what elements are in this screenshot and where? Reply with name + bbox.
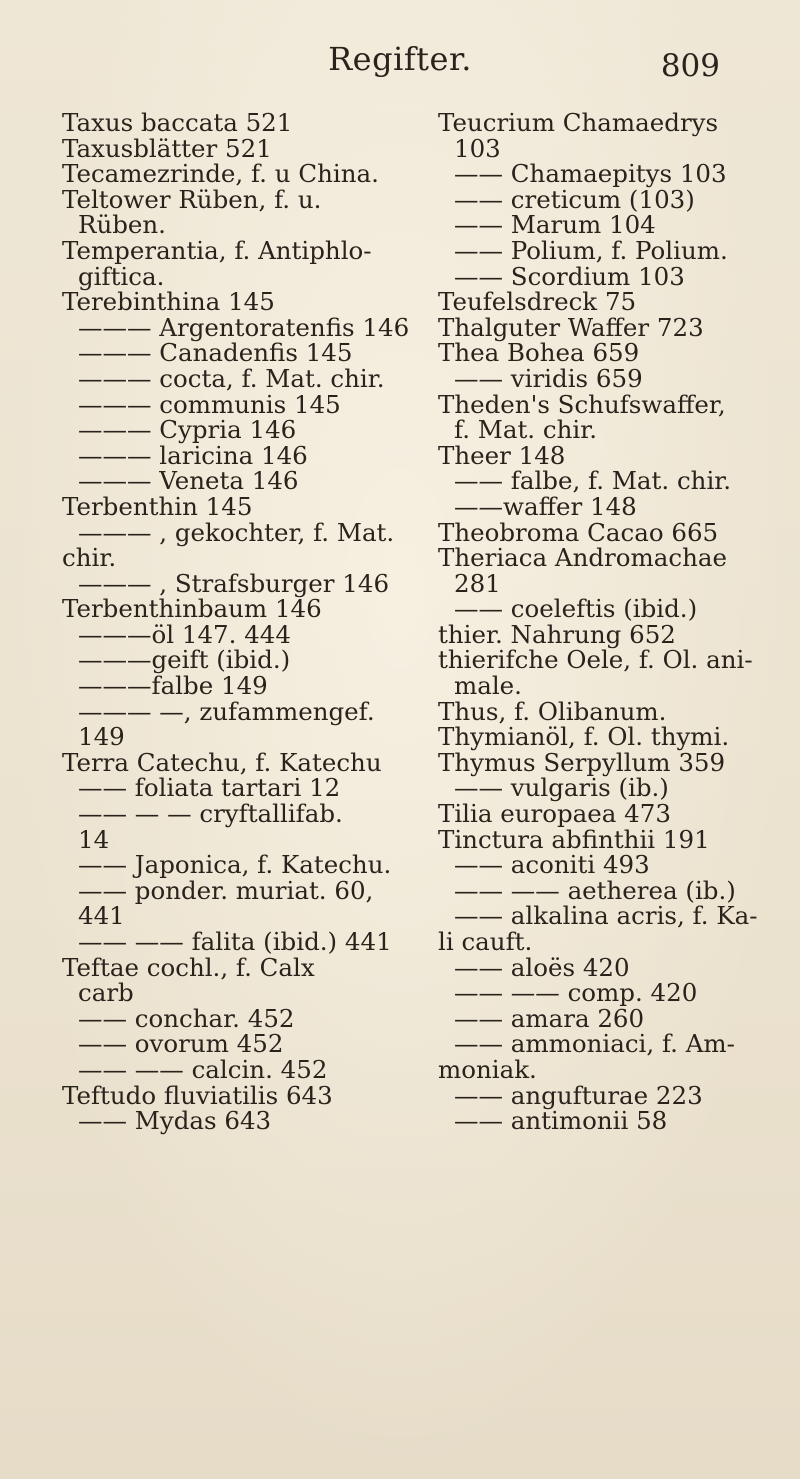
index-entry: Thus, f. Olibanum. <box>438 696 667 726</box>
index-entry: ———geift (ibid.) <box>78 645 291 675</box>
index-entry: Thymus Serpyllum 359 <box>438 747 726 777</box>
index-entry: Terbenthinbaum 146 <box>62 594 322 624</box>
index-entry: Taxus baccata 521 <box>62 108 293 137</box>
index-entry: ——— , Strafsburger 146 <box>78 568 390 598</box>
index-entry: 149 <box>78 722 125 752</box>
index-entry: Tilia europaea 473 <box>438 799 671 829</box>
index-entry: moniak. <box>438 1054 537 1084</box>
index-entry: Teucrium Chamaedrys <box>438 108 719 137</box>
index-entry: thier. Nahrung 652 <box>438 619 676 649</box>
index-entry: ——waffer 148 <box>454 491 637 521</box>
index-entry: —— Mydas 643 <box>78 1106 272 1136</box>
index-entry: Theden's Schufswaffer, <box>438 389 726 419</box>
index-entry: —— alkalina acris, f. Ka- <box>454 901 758 931</box>
index-entry: Teftae cochl., f. Calx <box>62 952 315 982</box>
index-entry: ——— Veneta 146 <box>78 466 299 496</box>
index-entry: Rüben. <box>78 210 166 240</box>
index-entry: thierifche Oele, f. Ol. ani- <box>438 645 753 675</box>
index-entry: Theer 148 <box>438 440 566 470</box>
index-entry: Tecamezrinde, f. u China. <box>62 159 379 189</box>
running-head <box>0 40 800 90</box>
index-entry: —— viridis 659 <box>454 363 643 393</box>
index-entry: 281 <box>454 568 501 598</box>
index-entry: —— creticum (103) <box>454 184 695 214</box>
index-entry: —— angufturae 223 <box>454 1080 703 1110</box>
index-entry: Teufelsdreck 75 <box>438 287 637 317</box>
index-entry: —— —— falita (ibid.) 441 <box>78 927 392 956</box>
index-entry: —— falbe, f. Mat. chir. <box>454 466 732 496</box>
index-entry: Theobroma Cacao 665 <box>438 517 719 547</box>
index-entry: —— coeleftis (ibid.) <box>454 594 698 624</box>
index-entry: Tinctura abfinthii 191 <box>438 824 710 854</box>
index-entry: —— foliata tartari 12 <box>78 773 341 803</box>
index-entry: giftica. <box>78 261 165 291</box>
index-entry: ———falbe 149 <box>78 671 268 701</box>
index-entry: male. <box>454 671 522 701</box>
index-entry: —— Marum 104 <box>454 210 656 240</box>
index-entry: li cauft. <box>438 927 533 956</box>
index-entry: —— vulgaris (ib.) <box>454 773 669 803</box>
index-entry: 441 <box>78 901 125 931</box>
index-entry: —— ovorum 452 <box>78 1029 284 1059</box>
index-column-right <box>438 110 783 1134</box>
index-entry: ——— , gekochter, f. Mat. <box>78 517 395 547</box>
index-entry: Temperantia, f. Antiphlo- <box>62 235 372 265</box>
index-entry: ——— Argentoratenfis 146 <box>78 312 410 342</box>
index-entry: carb <box>78 978 134 1008</box>
index-entry: ——— Canadenfis 145 <box>78 338 353 368</box>
index-entry: chir. <box>62 543 117 573</box>
index-entry: ——— cocta, f. Mat. chir. <box>78 363 385 393</box>
index-entry: —— Scordium 103 <box>454 261 685 291</box>
index-entry: —— — — cryftallifab. <box>78 799 343 829</box>
index-entry: ——— —, zufammengef. <box>78 696 375 726</box>
index-entry: Thalguter Waffer 723 <box>438 312 704 342</box>
page-title: Regifter. <box>328 40 472 78</box>
index-entry: —— amara 260 <box>454 1003 645 1033</box>
index-entry: Teftudo fluviatilis 643 <box>62 1080 333 1110</box>
index-entry: ——— laricina 146 <box>78 440 308 470</box>
index-entry: —— aloës 420 <box>454 952 630 982</box>
index-entry: —— aconiti 493 <box>454 850 650 880</box>
index-entry: f. Mat. chir. <box>454 415 598 445</box>
index-entry: Theriaca Andromachae <box>438 543 727 573</box>
index-entry: 103 <box>454 133 501 163</box>
index-entry: —— conchar. 452 <box>78 1003 295 1033</box>
index-entry: Teltower Rüben, f. u. <box>62 184 322 214</box>
index-entry: —— ponder. muriat. 60, <box>78 875 374 905</box>
index-entry: —— antimonii 58 <box>454 1106 668 1136</box>
index-entry: —— ammoniaci, f. Am- <box>454 1029 735 1059</box>
index-entry: Terbenthin 145 <box>62 491 253 521</box>
page-number: 809 <box>660 48 720 84</box>
index-entry: Thea Bohea 659 <box>438 338 640 368</box>
index-entry: ——— communis 145 <box>78 389 341 419</box>
index-column-left <box>62 108 410 1136</box>
index-entry: —— —— calcin. 452 <box>78 1054 328 1084</box>
index-entry: 14 <box>78 824 110 854</box>
index-entry: —— —— comp. 420 <box>454 978 698 1008</box>
index-entry: —— —— aetherea (ib.) <box>454 875 736 905</box>
index-entry: Terra Catechu, f. Katechu <box>62 747 382 777</box>
index-entry: ———öl 147. 444 <box>78 619 291 649</box>
index-entry: Taxusblätter 521 <box>62 133 272 163</box>
index-entry: Terebinthina 145 <box>62 287 275 317</box>
index-entry: —— Chamaepitys 103 <box>454 159 727 189</box>
index-entry: —— Polium, f. Polium. <box>454 235 728 265</box>
index-entry: Thymianöl, f. Ol. thymi. <box>438 722 730 752</box>
index-entry: ——— Cypria 146 <box>78 415 297 445</box>
index-entry: —— Japonica, f. Katechu. <box>78 850 392 880</box>
